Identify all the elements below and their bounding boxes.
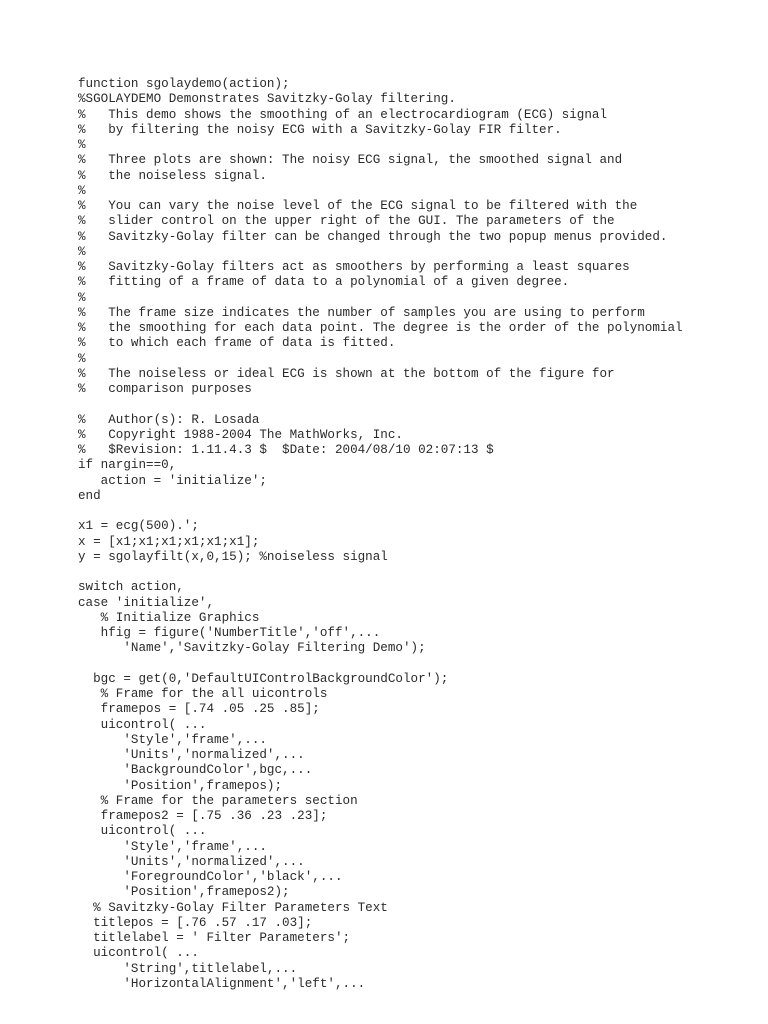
code-line: titlepos = [.76 .57 .17 .03];: [78, 915, 313, 930]
code-line: 'HorizontalAlignment','left',...: [78, 976, 366, 991]
code-line: % to which each frame of data is fitted.: [78, 336, 396, 351]
code-line: [78, 397, 683, 412]
code-line: [78, 504, 683, 519]
code-line: framepos2 = [.75 .36 .23 .23];: [78, 809, 328, 823]
code-line: % Frame for the parameters section: [78, 793, 358, 808]
code-line: % Copyright 1988-2004 The MathWorks, Inc.: [78, 427, 403, 442]
code-line: % Three plots are shown: The noisy ECG signal, the smoothed signal and: [78, 153, 623, 168]
code-line: 'Units','normalized',...: [78, 748, 305, 762]
code-line: uicontrol( ...: [78, 946, 199, 961]
code-line: bgc = get(0,'DefaultUIControlBackgroundColor');: [78, 671, 449, 686]
code-line: x1 = ecg(500).';: [78, 519, 199, 534]
code-line: x = [x1;x1;x1;x1;x1;x1];: [78, 534, 260, 549]
code-line: action = 'initialize';: [78, 473, 267, 488]
code-line: % The noiseless or ideal ECG is shown at the bottom of the figure for: [78, 366, 615, 381]
code-line: 'ForegroundColor','black',...: [78, 870, 343, 884]
code-line: 'Position',framepos2);: [78, 885, 290, 900]
code-line: % Savitzky-Golay Filter Parameters Text: [78, 900, 388, 915]
code-line: titlelabel = ' Filter Parameters';: [78, 931, 351, 945]
code-line: % You can vary the noise level of the ECG signal to be filtered with the: [78, 199, 638, 213]
code-listing: [78, 77, 683, 992]
code-line: % This demo shows the smoothing of an electrocardiogram (ECG) signal: [78, 107, 608, 122]
code-line: % comparison purposes: [78, 382, 252, 396]
code-line: 'String',titlelabel,...: [78, 961, 298, 976]
code-line: % Frame for the all uicontrols: [78, 687, 328, 701]
code-line: 'BackgroundColor',bgc,...: [78, 763, 313, 778]
code-line: % Initialize Graphics: [78, 610, 260, 625]
code-line: if nargin==0,: [78, 458, 177, 473]
code-line: % fitting of a frame of data to a polynomial of a given degree.: [78, 275, 570, 290]
code-line: framepos = [.74 .05 .25 .85];: [78, 702, 320, 717]
code-line: % by filtering the noisy ECG with a Savitzky-Golay FIR filter.: [78, 122, 562, 137]
code-line: %SGOLAYDEMO Demonstrates Savitzky-Golay filtering.: [78, 92, 456, 107]
code-line: %: [78, 351, 86, 366]
code-line: 'Name','Savitzky-Golay Filtering Demo');: [78, 641, 426, 656]
code-line: 'Position',framepos);: [78, 778, 283, 793]
code-line: uicontrol( ...: [78, 717, 207, 732]
code-line: % Author(s): R. Losada: [78, 412, 260, 427]
code-line: [78, 657, 683, 672]
code-line: 'Style','frame',...: [78, 732, 267, 747]
code-line: end: [78, 488, 101, 503]
code-line: y = sgolayfilt(x,0,15); %noiseless signal: [78, 549, 388, 564]
code-line: function sgolaydemo(action);: [78, 77, 290, 91]
code-line: [78, 565, 683, 580]
code-line: hfig = figure('NumberTitle','off',...: [78, 626, 381, 640]
code-line: %: [78, 290, 86, 305]
code-line: case 'initialize',: [78, 595, 215, 610]
code-line: % $Revision: 1.11.4.3 $ $Date: 2004/08/10 02:07:13 $: [78, 443, 494, 457]
code-line: % Savitzky-Golay filters act as smoothers by performing a least squares: [78, 260, 630, 274]
code-line: % slider control on the upper right of the GUI. The parameters of the: [78, 214, 615, 229]
code-line: %: [78, 138, 86, 152]
code-line: switch action,: [78, 580, 184, 595]
code-line: % the noiseless signal.: [78, 168, 267, 183]
code-line: %: [78, 244, 86, 259]
code-line: % Savitzky-Golay filter can be changed through the two popup menus provided.: [78, 229, 668, 244]
code-line: 'Style','frame',...: [78, 839, 267, 854]
code-line: %: [78, 183, 86, 198]
code-line: % The frame size indicates the number of samples you are using to perform: [78, 305, 645, 320]
code-line: uicontrol( ...: [78, 824, 207, 839]
code-line: % the smoothing for each data point. The degree is the order of the polynomial: [78, 321, 683, 335]
code-line: 'Units','normalized',...: [78, 854, 305, 869]
